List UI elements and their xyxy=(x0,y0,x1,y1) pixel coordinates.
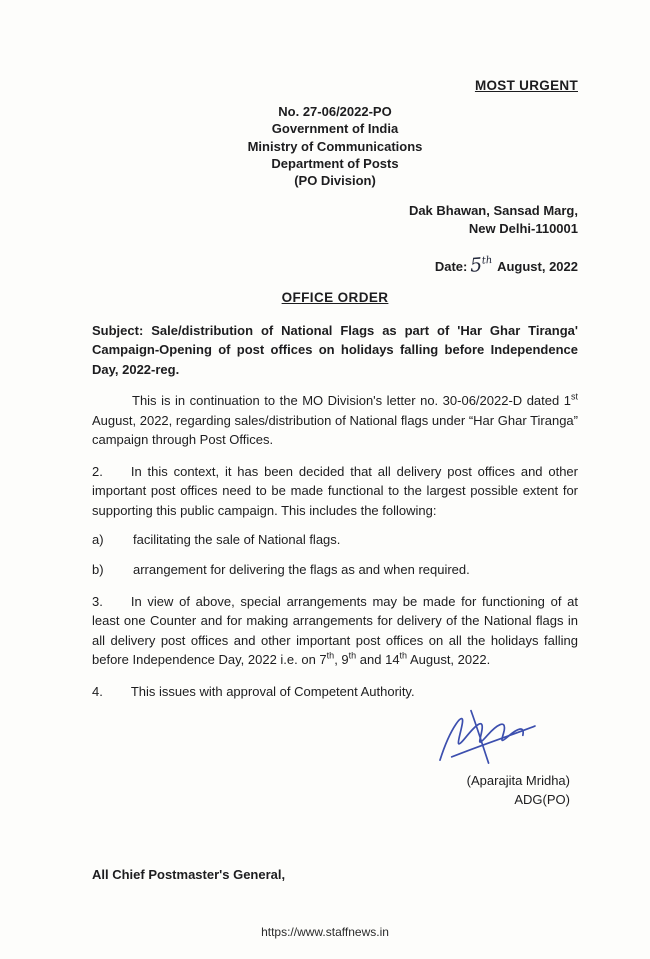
letterhead xyxy=(92,103,578,189)
paragraph-number: 2. xyxy=(92,463,103,479)
footer-website-link[interactable]: https://www.staffnews.in xyxy=(261,925,389,939)
date-line xyxy=(92,254,578,276)
address-line-1: Dak Bhawan, Sansad Marg, xyxy=(408,203,578,219)
signature xyxy=(425,699,551,778)
address-line-2: New Delhi-110001 xyxy=(468,220,578,236)
org-line-government: Government of India xyxy=(271,121,399,137)
reference-number: No. 27-06/2022-PO xyxy=(278,104,392,119)
subject-line: Subject: Sale/distribution of National Flags as part of 'Har Ghar Tiranga' Campaign-Opening of post offices on holidays falling before Independence Day, 2022-reg. xyxy=(92,322,578,377)
org-line-department: Department of Posts xyxy=(271,155,399,171)
signature-block xyxy=(92,705,578,809)
list-item-text: arrangement for delivering the flags as and when required. xyxy=(133,561,470,577)
signatory-name: (Aparajita Mridha) xyxy=(466,773,570,789)
paragraph-3: 3. In view of above, special arrangements may be made for functioning of at least one Counter and for making arrangements for delivery of the National flags in all delivery post offices and other important post offices on all the holidays falling before Independence Day, 2022 i.e. on 7th, 9th and 14th August, 2022. xyxy=(92,593,578,668)
document-title: OFFICE ORDER xyxy=(281,289,389,305)
list-marker: b) xyxy=(92,561,104,577)
superscript: th xyxy=(399,650,408,661)
addressee-line: All Chief Postmaster's General, xyxy=(92,866,286,882)
list-item-a xyxy=(92,531,578,550)
most-urgent-stamp: MOST URGENT xyxy=(474,78,578,93)
list-item-text: facilitating the sale of National flags. xyxy=(133,532,341,547)
handwritten-date-day: 5th xyxy=(469,253,494,277)
paragraph-2: 2. In this context, it has been decided that all delivery post offices and other important post offices need to be made functional to the largest possible extent for supporting this public campaign. This includes the following: xyxy=(92,463,578,518)
superscript: th xyxy=(348,650,357,661)
signatory-designation: ADG(PO) xyxy=(514,791,570,807)
paragraph-4: 4. This issues with approval of Competent Authority. xyxy=(92,683,415,699)
office-address xyxy=(92,202,578,237)
paragraph-number: 4. xyxy=(92,683,103,699)
list-item-b xyxy=(92,561,578,580)
superscript: st xyxy=(570,391,578,402)
list-marker: a) xyxy=(92,532,104,547)
paragraph-1: This is in continuation to the MO Division's letter no. 30-06/2022-D dated 1st August, 2022, regarding sales/distribution of National flags under “Har Ghar Tiranga” campaign through Post Offices. xyxy=(92,391,578,447)
date-label: Date: xyxy=(434,258,468,274)
superscript: th xyxy=(326,650,335,661)
org-line-division: (PO Division) xyxy=(294,173,376,189)
org-line-ministry: Ministry of Communications xyxy=(247,138,423,154)
paragraph-number: 3. xyxy=(92,593,103,609)
date-month-year: August, 2022 xyxy=(497,258,578,274)
